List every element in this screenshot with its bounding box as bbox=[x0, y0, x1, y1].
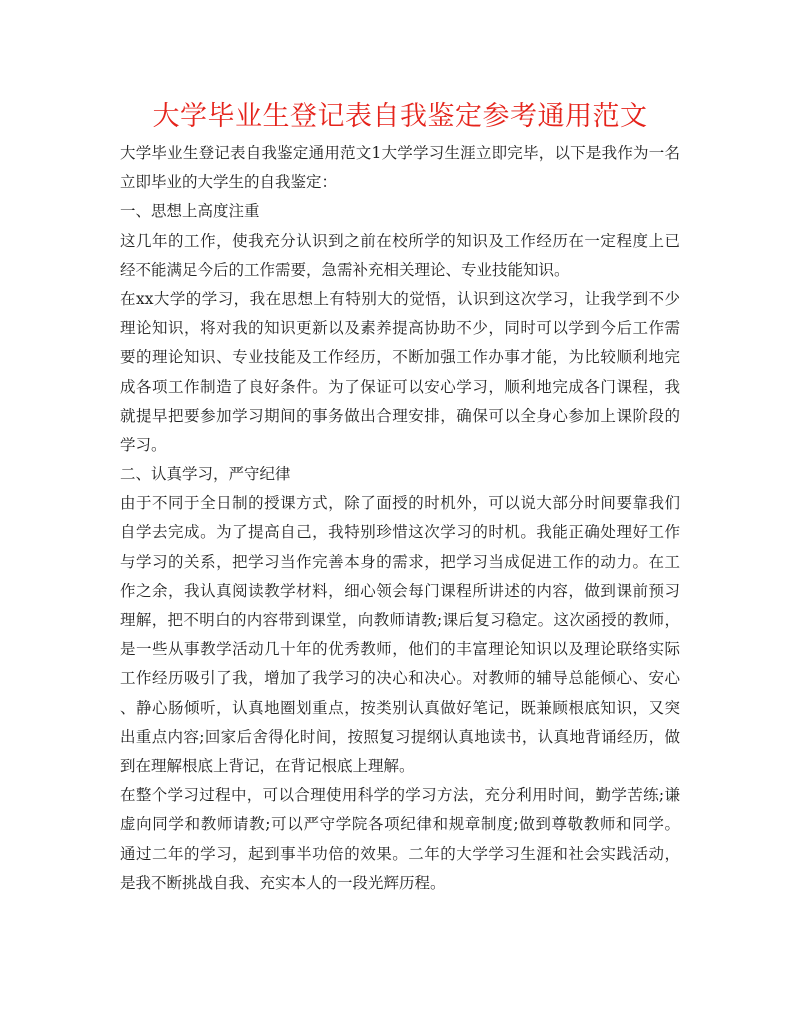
text-line: 在xx大学的学习，我在思想上有特别大的觉悟，认识到这次学习，让我学到不少 bbox=[120, 289, 680, 308]
text-line: 这几年的工作，使我充分认识到之前在校所学的知识及工作经历在一定程度上已 bbox=[120, 231, 680, 250]
text-line: 是一些从事教学活动几十年的优秀教师，他们的丰富理论知识以及理论联络实际 bbox=[120, 640, 680, 659]
document-body bbox=[120, 139, 680, 898]
text-line: 成各项工作制造了良好条件。为了保证可以安心学习，顺利地完成各门课程，我 bbox=[120, 377, 680, 396]
text-line: 经不能满足今后的工作需要，急需补充相关理论、专业技能知识。 bbox=[120, 260, 570, 279]
text-line: 自学去完成。为了提高自己，我特别珍惜这次学习的时机。我能正确处理好工作 bbox=[120, 523, 680, 542]
text-line: 理论知识，将对我的知识更新以及素养提高协助不少，同时可以学到今后工作需 bbox=[120, 319, 680, 338]
text-line: 理解，把不明白的内容带到课堂，向教师请教;课后复习稳定。这次函授的教师， bbox=[120, 611, 680, 629]
text-line: 、静心肠倾听，认真地圈划重点，按类别认真做好笔记，既兼顾根底知识，又突 bbox=[120, 698, 680, 717]
text-line: 作之余，我认真阅读教学材料，细心领会每门课程所讲述的内容，做到课前预习 bbox=[120, 581, 680, 600]
text-line: 到在理解根底上背记，在背记根底上理解。 bbox=[120, 756, 415, 775]
text-line: 立即毕业的大学生的自我鉴定： bbox=[120, 173, 338, 192]
text-line: 通过二年的学习，起到事半功倍的效果。二年的大学学习生涯和社会实践活动， bbox=[120, 844, 680, 863]
text-line: 大学毕业生登记表自我鉴定通用范文1大学学习生涯立即完毕，以下是我作为一名 bbox=[120, 144, 680, 162]
text-line: 二、认真学习，严守纪律 bbox=[120, 465, 291, 484]
text-line: 要的理论知识、专业技能及工作经历，不断加强工作办事才能，为比较顺利地完 bbox=[120, 348, 680, 367]
text-line: 就提早把要参加学习期间的事务做出合理安排，确保可以全身心参加上课阶段的 bbox=[120, 406, 680, 425]
page-title: 大学毕业生登记表自我鉴定参考通用范文 bbox=[152, 101, 648, 132]
text-line: 工作经历吸引了我，增加了我学习的决心和决心。对教师的辅导总能倾心、安心 bbox=[120, 669, 680, 688]
text-line: 与学习的关系，把学习当作完善本身的需求，把学习当成促进工作的动力。在工 bbox=[120, 552, 680, 571]
text-line: 出重点内容;回家后舍得化时间，按照复习提纲认真地读书，认真地背诵经历，做 bbox=[120, 727, 680, 746]
text-line: 是我不断挑战自我、充实本人的一段光辉历程。 bbox=[120, 873, 446, 892]
text-line: 由于不同于全日制的授课方式，除了面授的时机外，可以说大部分时间要靠我们 bbox=[120, 494, 680, 513]
text-line: 一、思想上高度注重 bbox=[120, 202, 260, 221]
text-line: 虚向同学和教师请教;可以严守学院各项纪律和规章制度;做到尊敬教师和同学。 bbox=[120, 815, 680, 834]
text-line: 在整个学习过程中，可以合理使用科学的学习方法，充分利用时间，勤学苦练;谦 bbox=[120, 786, 680, 805]
text-line: 学习。 bbox=[120, 435, 167, 454]
